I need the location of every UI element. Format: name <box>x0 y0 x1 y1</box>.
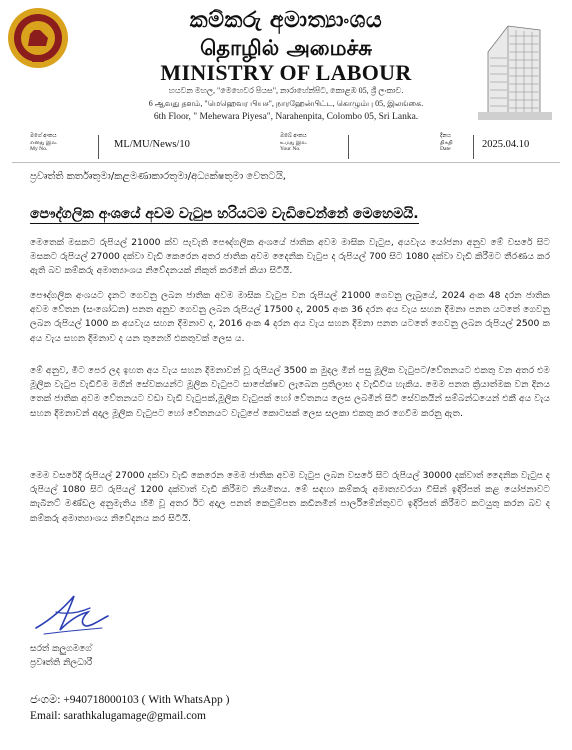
paragraph: මෙතෙක් මසකට රුපියල් 21000 ක්ව පැවැති පෞද්ගලික අංශයේ ජාතික අවම මාසික වැටුප, අයවැය යෝජනා අනුව මේ වසරේ සිට මසකට රුපියල් 27000 දක්වා වැඩි කෙරෙන අතර ජාතික අවම දෛනික වැටුප ද රුපියල් 700 සිට 1080 දක්වා වැඩි කිරීමට තීරණය කර ඇති බව කම්කරු අමාත්‍යාංශය නිවේදනයක් නිකුත් කරමින් කියා සිටියි. <box>30 237 550 277</box>
ministry-title-sinhala: කම්කරු අමාත්‍යාංශය <box>189 8 383 33</box>
paragraph: පෞද්ගලික අංශයට දැනට ගෙවනු ලබන ජාතික අවම මාසික වැටුප වන රුපියල් 21000 ගෙවනු ලැබුයේ, 2024 අංක 48 දරන ජාතික අවම වේතන (සංශෝධන) පනත අනුව ගෙවනු ලබන රුපියල් 17500 ද, 2005 අංක 36 දරන අය වැය සහන දීමනා පනත යටතේ ගෙවනු ලබන රුපියල් 1000 ක අයවැය සහන දීමනාව ද, 2016 අංක 4 දරන අය වැය සහන දීමනා පනත යටතේ ගෙවනු ලබන රුපියල් 2500 ක අය වැය සහන දීමනාව ද යන තුනෙහි එකතුවක් ලෙස ය. <box>30 290 550 344</box>
phone-line: ජංගම: +940718000103 ( With WhatsApp ) <box>30 694 230 706</box>
date-label: දිනය திகதி Date <box>440 133 453 152</box>
date-value: 2025.04.10 <box>482 139 530 150</box>
separator <box>348 135 349 159</box>
handwritten-signature <box>30 590 114 640</box>
address-tamil: 6 ஆவது தளம், "மெஹெவர பியச", நாரஹேன்பிட்ட, கொழும்பு 05, இலங்கை. <box>148 99 424 108</box>
address-english: 6th Floor, " Mehewara Piyesa", Narahenpita, Colombo 05, Sri Lanka. <box>153 112 419 122</box>
separator <box>98 135 99 159</box>
paragraph: මෙම වසරේදී රුපියල් 27000 දක්වා වැඩි කෙරෙන මෙම ජාතික අවම වැටුප ලබන වසරේ සිට රුපියල් 30000 දක්වාත් දෛනික වැටුප ද රුපියල් 1080 සිට රුපියල් 1200 දක්වාත් වැඩි කිරීමට නියමිතය. මේ සඳහා කම්කරු අමාත්‍යවරයා විසින් ඉදිරිපත් කළ යෝජනාවට කැබිනට් මණ්ඩල අනුමැතිය හිමි වූ අතර ඊට අදාල පනත් කෙටුම්පත කඩිනමින් පාර්ලිමේන්තුවට ඉදිරිපත් කිරීමට කටයුතු කරන බව ද කම්කරු අමාත්‍යාංශය නිවේදනය කර සිටියි. <box>30 470 550 524</box>
your-no-label: ඔබේ අංකය உமது இல. Your No. <box>280 133 308 152</box>
ministry-title-tamil: தொழில் அமைச்சு <box>200 36 372 60</box>
header-divider <box>12 162 560 163</box>
separator <box>473 135 474 159</box>
contact-details <box>30 692 229 724</box>
reference-line <box>30 133 550 159</box>
signatory <box>30 642 92 670</box>
ministry-title-english: MINISTRY OF LABOUR <box>160 60 412 85</box>
paragraph: මේ අනුව, මීට පෙර ලද ඉහත අය වැය සහන දීමනාවන් වූ රුපියල් 3500 ක මුදල මින් පසු මූලික වැටුපට/වේතනයට එකතු වන අතර එම මූලික වැටුප වැඩිවීම මගින් සේවකයන්ට මූලික වැටුපට සාපේක්ෂව ලැබෙන ප්‍රතිලාභ ද වැඩිවිය හැකිය. මෙම පනත ක්‍රියාත්මක වන දිනය තෙක් ජාතික අවම වේතනයට වඩා වැඩි වැටුපක්,මූලික වැටුපක් හෝ වේතනය ලෙස ලබමින් සිටි සේවකයින් සම්බන්ධයෙන් එකී අය වැය සහන දීමනාවන් අදාල මූලික වැටුපට හෝ වේතනයට වැටුපේ කොටසක් ලෙස සලකා එකතු කර ගෙවීම කරනු ඇත. <box>30 365 550 419</box>
email-line[interactable]: Email: sarathkalugamage@gmail.com <box>30 710 207 722</box>
my-no-value: ML/MU/News/10 <box>114 139 190 150</box>
letter-heading: පෞද්ගලික අංශයේ අවම වැටුප හරියටම වැඩිවෙන්නේ මෙහෙමයි. <box>30 206 419 222</box>
address-sinhala: හයවන මහල, "මෙහෙවර පියස", නාරාහේන්පිට, කොළඹ 05, ශ්‍රී ලංකාව. <box>168 86 404 95</box>
signatory-name: සරත් කලුගමගේ <box>30 644 92 654</box>
salutation: ප්‍රවෘත්ති කර්තෘතුමා/කළමණාකාරතුමා/අධ්‍යක්ෂතුමා වෙතටයි, <box>30 171 286 182</box>
my-no-label: මගේ අංකය எனது இல. My No. <box>30 133 58 152</box>
signatory-title: ප්‍රවෘත්ති නිලධාරී <box>30 658 93 668</box>
